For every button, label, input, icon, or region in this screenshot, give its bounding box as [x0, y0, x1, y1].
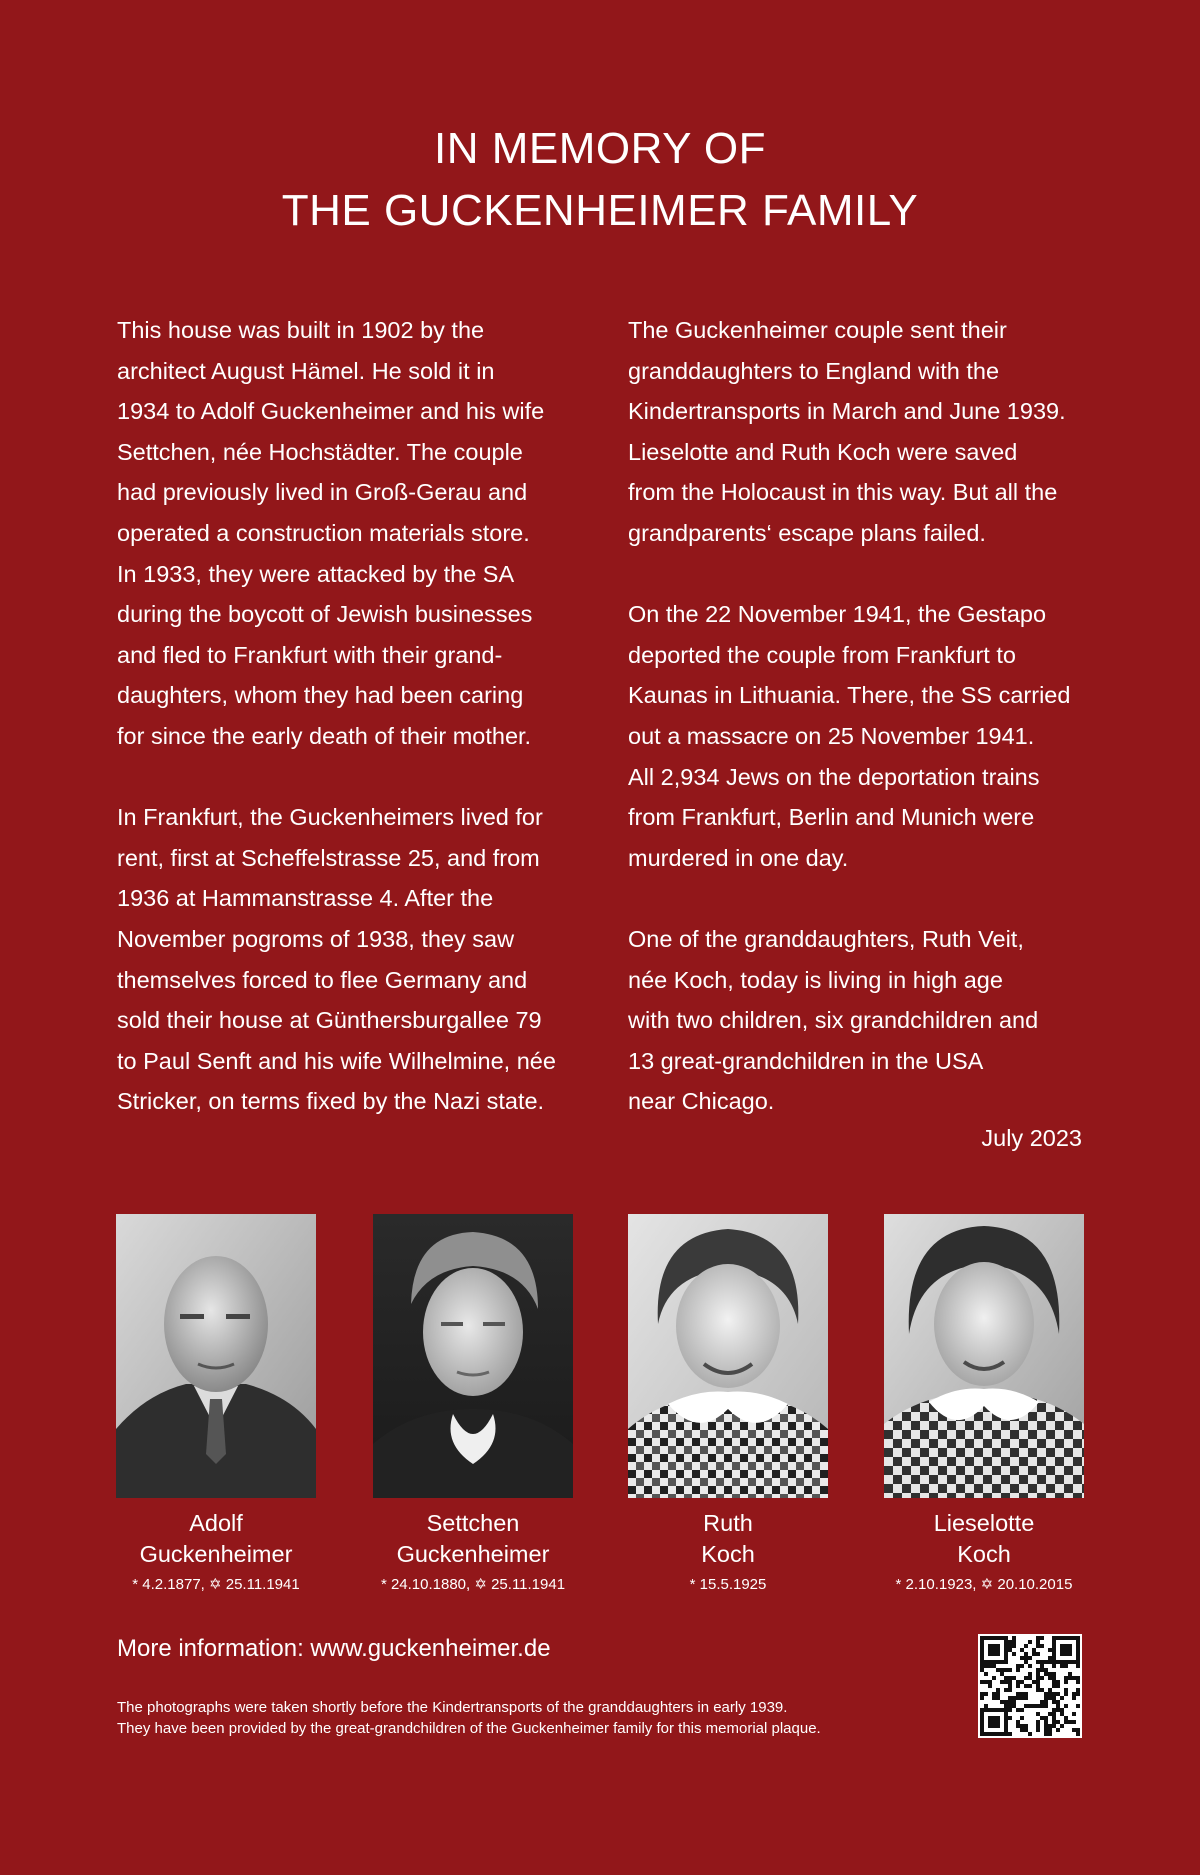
text-line: grandparents‘ escape plans failed. — [628, 519, 986, 546]
portrait-settchen — [373, 1214, 573, 1498]
text-line: near Chicago. — [628, 1088, 775, 1115]
footnote-line-1: The photographs were taken shortly before the Kindertransports of the granddaughters in early 1939. — [117, 1699, 788, 1716]
qr-code-graphic — [978, 1634, 1082, 1738]
text-line: daughters, whom they had been caring — [117, 682, 524, 709]
more-information: More information: www.guckenheimer.de — [117, 1635, 551, 1662]
text-line: to Paul Senft and his wife Wilhelmine, née — [117, 1047, 556, 1074]
text-line: Lieselotte and Ruth Koch were saved — [628, 438, 1018, 465]
text-line: during the boycott of Jewish businesses — [117, 601, 533, 628]
text-line: sold their house at Günthersburgallee 79 — [117, 1007, 542, 1034]
person-dates: * 15.5.1925 — [689, 1576, 767, 1593]
left-paragraph-2 — [117, 797, 587, 1122]
text-line: with two children, six grandchildren and — [628, 1007, 1039, 1034]
portrait-adolf — [116, 1214, 316, 1498]
paragraph-gap — [628, 554, 1098, 595]
person-last-name: Koch — [957, 1541, 1011, 1567]
text-line: rent, first at Scheffelstrasse 25, and from — [117, 844, 540, 871]
person-last-name: Guckenheimer — [396, 1541, 550, 1567]
text-line: granddaughters to England with the — [628, 357, 1000, 384]
person-first-name: Ruth — [703, 1510, 753, 1536]
title-line-2: THE GUCKENHEIMER FAMILY — [281, 186, 919, 235]
text-line: In 1933, they were attacked by the SA — [117, 560, 515, 587]
page-title — [0, 118, 1200, 242]
title-line-1: IN MEMORY OF — [434, 124, 766, 173]
left-text-column — [117, 310, 587, 1122]
text-line: architect August Hämel. He sold it in — [117, 357, 495, 384]
text-line: This house was built in 1902 by the — [117, 317, 485, 343]
paragraph-gap — [117, 757, 587, 798]
text-line: On the 22 November 1941, the Gestapo — [628, 601, 1047, 628]
text-line: In Frankfurt, the Guckenheimers lived for — [117, 804, 543, 831]
text-line: deported the couple from Frankfurt to — [628, 641, 1016, 668]
text-line: from Frankfurt, Berlin and Munich were — [628, 804, 1035, 831]
qr-code-icon[interactable] — [978, 1634, 1082, 1738]
left-paragraph-1 — [117, 310, 587, 757]
text-line: Settchen, née Hochstädter. The couple — [117, 438, 523, 465]
person-dates: * 4.2.1877, ✡ 25.11.1941 — [132, 1576, 300, 1593]
text-line: out a massacre on 25 November 1941. — [628, 722, 1035, 749]
paragraph-gap — [628, 878, 1098, 919]
text-line: 13 great-grandchildren in the USA — [628, 1047, 984, 1074]
caption-settchen — [353, 1508, 593, 1596]
text-line: had previously lived in Groß-Gerau and — [117, 479, 528, 506]
text-line: and fled to Frankfurt with their grand- — [117, 641, 503, 668]
text-line: themselves forced to flee Germany and — [117, 966, 528, 993]
right-paragraph-3 — [628, 919, 1098, 1122]
text-line: November pogroms of 1938, they saw — [117, 925, 515, 952]
footnote-line-2: They have been provided by the great-grandchildren of the Guckenheimer family for this memorial plaque. — [117, 1720, 821, 1737]
text-line: One of the granddaughters, Ruth Veit, — [628, 925, 1024, 952]
plaque-date: July 2023 — [981, 1125, 1082, 1151]
person-last-name: Koch — [701, 1541, 755, 1567]
right-text-column — [628, 310, 1098, 1122]
text-line: 1936 at Hammanstrasse 4. After the — [117, 885, 494, 912]
text-line: from the Holocaust in this way. But all the — [628, 479, 1058, 506]
footnote — [117, 1697, 821, 1739]
text-line: Kaunas in Lithuania. There, the SS carried — [628, 682, 1071, 709]
caption-ruth — [608, 1508, 848, 1596]
caption-lieselotte — [864, 1508, 1104, 1596]
text-line: All 2,934 Jews on the deportation trains — [628, 763, 1040, 790]
text-line: Stricker, on terms fixed by the Nazi state. — [117, 1088, 545, 1115]
person-first-name: Settchen — [426, 1510, 520, 1536]
person-dates: * 24.10.1880, ✡ 25.11.1941 — [380, 1576, 566, 1593]
text-line: 1934 to Adolf Guckenheimer and his wife — [117, 398, 545, 425]
text-line: née Koch, today is living in high age — [628, 966, 1003, 993]
text-line: The Guckenheimer couple sent their — [628, 317, 1007, 343]
text-line: operated a construction materials store. — [117, 519, 530, 546]
right-paragraph-1 — [628, 310, 1098, 554]
person-last-name: Guckenheimer — [139, 1541, 293, 1567]
text-line: for since the early death of their mother. — [117, 722, 532, 749]
portrait-ruth — [628, 1214, 828, 1498]
right-paragraph-2 — [628, 594, 1098, 878]
text-line: Kindertransports in March and June 1939. — [628, 398, 1066, 425]
person-dates: * 2.10.1923, ✡ 20.10.2015 — [895, 1576, 1073, 1593]
person-first-name: Lieselotte — [933, 1510, 1035, 1536]
caption-adolf — [96, 1508, 336, 1596]
text-line: murdered in one day. — [628, 844, 849, 871]
portrait-lieselotte — [884, 1214, 1084, 1498]
person-first-name: Adolf — [189, 1510, 243, 1536]
